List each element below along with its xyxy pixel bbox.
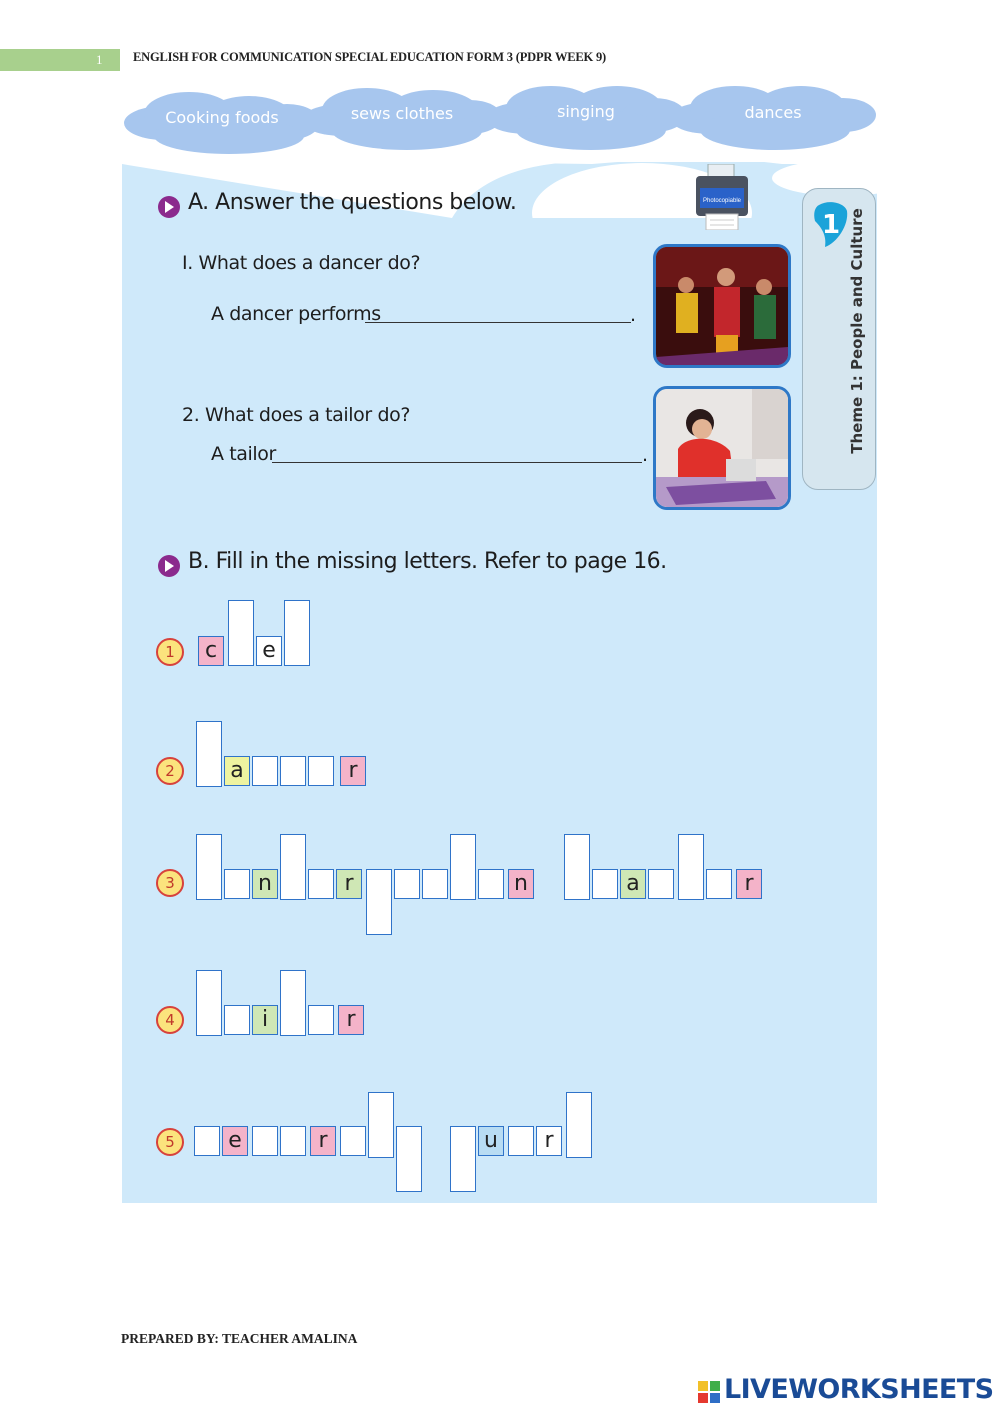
blank-box[interactable] (340, 1126, 366, 1156)
letter-box: a (224, 756, 250, 786)
letter-box: n (252, 869, 278, 899)
question-1: I. What does a dancer do? (182, 252, 421, 274)
letter-box: n (508, 869, 534, 899)
dancers-photo (653, 244, 791, 368)
blank-box[interactable] (280, 1126, 306, 1156)
blank-box[interactable] (280, 756, 306, 786)
word-bank-item-cooking-foods[interactable] (124, 92, 320, 140)
letter-box: u (478, 1126, 504, 1156)
blank-box[interactable] (450, 1126, 476, 1192)
blank-box[interactable] (194, 1126, 220, 1156)
blank-box[interactable] (564, 834, 590, 900)
blank-box[interactable] (284, 600, 310, 666)
letter-box: r (340, 756, 366, 786)
blank-box[interactable] (252, 756, 278, 786)
letter-box: c (198, 636, 224, 666)
blank-box[interactable] (508, 1126, 534, 1156)
blank-box[interactable] (196, 970, 222, 1036)
blank-box[interactable] (450, 834, 476, 900)
blank-box[interactable] (368, 1092, 394, 1158)
puzzle-number-5: 5 (156, 1128, 184, 1156)
header-title: ENGLISH FOR COMMUNICATION SPECIAL EDUCATION FORM 3 (PDPR WEEK 9) (133, 50, 606, 64)
puzzle-number-4: 4 (156, 1006, 184, 1034)
blank-box[interactable] (196, 834, 222, 900)
answer-1-end: . (630, 304, 636, 326)
answer-2-blank[interactable] (272, 462, 642, 463)
letter-box: r (736, 869, 762, 899)
word-bank-label[interactable]: dances (744, 103, 802, 122)
liveworksheets-logo-icon (698, 1381, 720, 1403)
theme-label: Theme 1: People and Culture (848, 208, 866, 454)
photocopiable-label: Photocopiable (702, 198, 742, 204)
question-2: 2. What does a tailor do? (182, 404, 411, 426)
word-bank-item-singing[interactable] (486, 86, 686, 134)
word-bank-item-sews-clothes[interactable] (302, 88, 502, 136)
footer-prepared-by: PREPARED BY: TEACHER AMALINA (121, 1331, 358, 1346)
blank-box[interactable] (196, 721, 222, 787)
section-a-title: A. Answer the questions below. (188, 190, 517, 215)
blank-box[interactable] (394, 869, 420, 899)
letter-box: i (252, 1005, 278, 1035)
word-bank-label[interactable]: sews clothes (350, 104, 454, 123)
answer-1-blank[interactable] (365, 322, 631, 323)
tailor-photo (653, 386, 791, 510)
blank-box[interactable] (396, 1126, 422, 1192)
blank-box[interactable] (566, 1092, 592, 1158)
answer-2-prefix: A tailor (211, 443, 276, 465)
section-b-title: B. Fill in the missing letters. Refer to page 16. (188, 549, 667, 574)
blank-box[interactable] (228, 600, 254, 666)
puzzle-number-2: 2 (156, 757, 184, 785)
letter-box: r (536, 1126, 562, 1156)
letter-box: e (222, 1126, 248, 1156)
liveworksheets-brand[interactable]: LIVEWORKSHEETS (724, 1374, 994, 1405)
answer-1-prefix: A dancer performs (211, 303, 381, 325)
worksheet-panel (122, 158, 877, 1203)
puzzle-number-1: 1 (156, 638, 184, 666)
section-a-arrow-icon (158, 196, 180, 218)
blank-box[interactable] (478, 869, 504, 899)
blank-box[interactable] (678, 834, 704, 900)
letter-box: e (256, 636, 282, 666)
puzzle-number-3: 3 (156, 869, 184, 897)
letter-box: r (338, 1005, 364, 1035)
blank-box[interactable] (592, 869, 618, 899)
blank-box[interactable] (224, 1005, 250, 1035)
blank-box[interactable] (280, 834, 306, 900)
blank-box[interactable] (308, 869, 334, 899)
word-bank-label[interactable]: Cooking foods (165, 108, 279, 127)
letter-box: r (336, 869, 362, 899)
word-bank-label[interactable]: singing (557, 102, 615, 121)
blank-box[interactable] (366, 869, 392, 935)
word-bank-item-dances[interactable] (670, 86, 876, 134)
blank-box[interactable] (252, 1126, 278, 1156)
blank-box[interactable] (308, 1005, 334, 1035)
letter-box: a (620, 869, 646, 899)
page-number: 1 (96, 52, 103, 67)
blank-box[interactable] (224, 869, 250, 899)
answer-2-end: . (642, 444, 648, 466)
printer-icon (692, 164, 752, 230)
letter-box: r (310, 1126, 336, 1156)
theme-number: 1 (821, 210, 841, 240)
blank-box[interactable] (308, 756, 334, 786)
blank-box[interactable] (706, 869, 732, 899)
theme-side-tab (802, 188, 876, 490)
blank-box[interactable] (422, 869, 448, 899)
blank-box[interactable] (648, 869, 674, 899)
blank-box[interactable] (280, 970, 306, 1036)
section-b-arrow-icon (158, 555, 180, 577)
